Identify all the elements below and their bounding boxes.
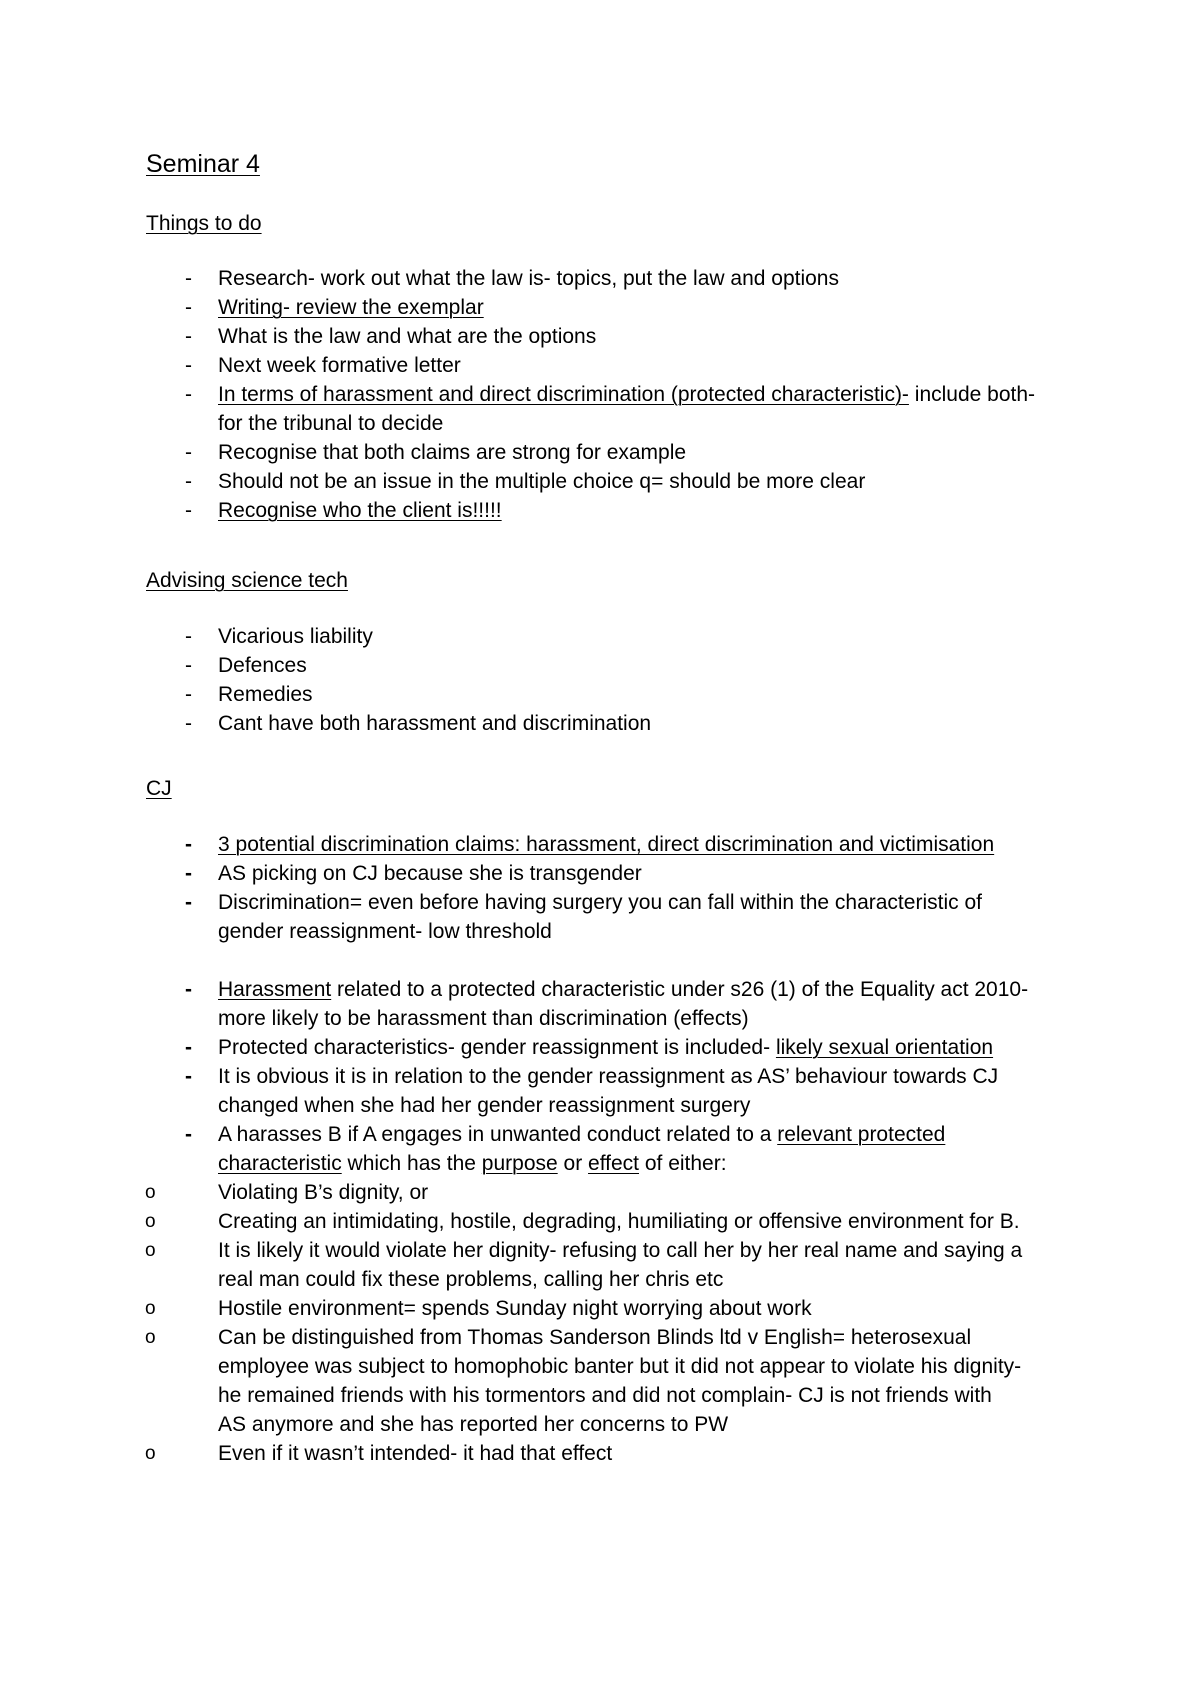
circle-bullet-marker: o — [145, 1211, 156, 1232]
list-item: - A harasses B if A engages in unwanted conduct related to a relevant protected characteristic which has the purpose or effect of either: o Violating B’s dignity, or o Creating an intimidating, hostile, degrading, humiliating or offensive environment for B. o It is likely it would violate her dignity- refusing to call her by her real name and saying a real man could fix these problems, calling her chris etc o Hostile environment= spends Sunday night worrying about work o Can be distinguished from Thomas Sanderson Blinds ltd v English= heterosexual employee was subject to homophobic banter but it did not appear to violate his dignity- he remained friends with his tormentors and did not complain- CJ is not friends with AS anymore and she has reported her concerns to PW o Even if it wasn’t intended- it had that effect — [0, 1120, 1048, 1468]
dash-marker: - — [185, 383, 192, 406]
list-item: - Discrimination= even before having surgery you can fall within the characteristic of gender reassignment- low threshold — [0, 888, 1048, 946]
section-heading-cj: CJ — [146, 777, 172, 800]
list-item: - Writing- review the exemplar — [0, 293, 1048, 322]
dash-marker: - — [185, 1065, 192, 1088]
dash-marker: - — [185, 470, 192, 493]
cj-list — [0, 830, 1048, 1468]
dash-marker: - — [185, 978, 192, 1001]
dash-marker: - — [185, 325, 192, 348]
dash-marker: - — [185, 499, 192, 522]
list-item: - It is obvious it is in relation to the gender reassignment as AS’ behaviour towards CJ changed when she had her gender reassignment surgery — [0, 1062, 1048, 1120]
list-item: - AS picking on CJ because she is transgender — [0, 859, 1048, 888]
list-item: - Research- work out what the law is- topics, put the law and options — [0, 264, 1048, 293]
section-heading-things-to-do: Things to do — [146, 212, 262, 235]
list-spacer — [0, 946, 1048, 975]
cj-sub-list — [145, 1178, 1048, 1468]
section-heading-advising-science-tech: Advising science tech — [146, 569, 348, 592]
list-item: - Next week formative letter — [0, 351, 1048, 380]
dash-marker: - — [185, 891, 192, 914]
sub-list-item: o Creating an intimidating, hostile, degrading, humiliating or offensive environment for B. — [145, 1207, 1023, 1236]
dash-marker: - — [185, 1123, 192, 1146]
things-to-do-list — [0, 264, 1048, 525]
sub-list-item: o Can be distinguished from Thomas Sanderson Blinds ltd v English= heterosexual employee was subject to homophobic banter but it did not appear to violate his dignity- he remained friends with his tormentors and did not complain- CJ is not friends with AS anymore and she has reported her concerns to PW — [145, 1323, 1023, 1439]
dash-marker: - — [185, 683, 192, 706]
list-item: - Recognise who the client is!!!!! — [0, 496, 1048, 525]
circle-bullet-marker: o — [145, 1182, 156, 1203]
circle-bullet-marker: o — [145, 1240, 156, 1261]
page-title: Seminar 4 — [146, 150, 260, 178]
dash-marker: - — [185, 654, 192, 677]
list-item: - Vicarious liability — [0, 622, 1048, 651]
circle-bullet-marker: o — [145, 1298, 156, 1319]
dash-marker: - — [185, 625, 192, 648]
list-item: - Should not be an issue in the multiple choice q= should be more clear — [0, 467, 1048, 496]
dash-marker: - — [185, 354, 192, 377]
dash-marker: - — [185, 441, 192, 464]
list-item: - Harassment related to a protected characteristic under s26 (1) of the Equality act 2010- more likely to be harassment than discrimination (effects) — [0, 975, 1048, 1033]
sub-list-item: o It is likely it would violate her dignity- refusing to call her by her real name and saying a real man could fix these problems, calling her chris etc — [145, 1236, 1023, 1294]
circle-bullet-marker: o — [145, 1327, 156, 1348]
dash-marker: - — [185, 712, 192, 735]
list-item: - Remedies — [0, 680, 1048, 709]
dash-marker: - — [185, 833, 192, 856]
advising-list — [0, 622, 1048, 738]
list-item: - In terms of harassment and direct discrimination (protected characteristic)- include both- for the tribunal to decide — [0, 380, 1048, 438]
list-item: - What is the law and what are the options — [0, 322, 1048, 351]
dash-marker: - — [185, 1036, 192, 1059]
dash-marker: - — [185, 296, 192, 319]
circle-bullet-marker: o — [145, 1443, 156, 1464]
list-item: - Protected characteristics- gender reassignment is included- likely sexual orientation — [0, 1033, 1048, 1062]
list-item: - 3 potential discrimination claims: harassment, direct discrimination and victimisation — [0, 830, 1048, 859]
dash-marker: - — [185, 267, 192, 290]
sub-list-item: o Even if it wasn’t intended- it had that effect — [145, 1439, 1023, 1468]
sub-list-item: o Hostile environment= spends Sunday night worrying about work — [145, 1294, 1023, 1323]
list-item: - Cant have both harassment and discrimination — [0, 709, 1048, 738]
list-item: - Defences — [0, 651, 1048, 680]
list-item: - Recognise that both claims are strong for example — [0, 438, 1048, 467]
sub-list-item: o Violating B’s dignity, or — [145, 1178, 1023, 1207]
dash-marker: - — [185, 862, 192, 885]
